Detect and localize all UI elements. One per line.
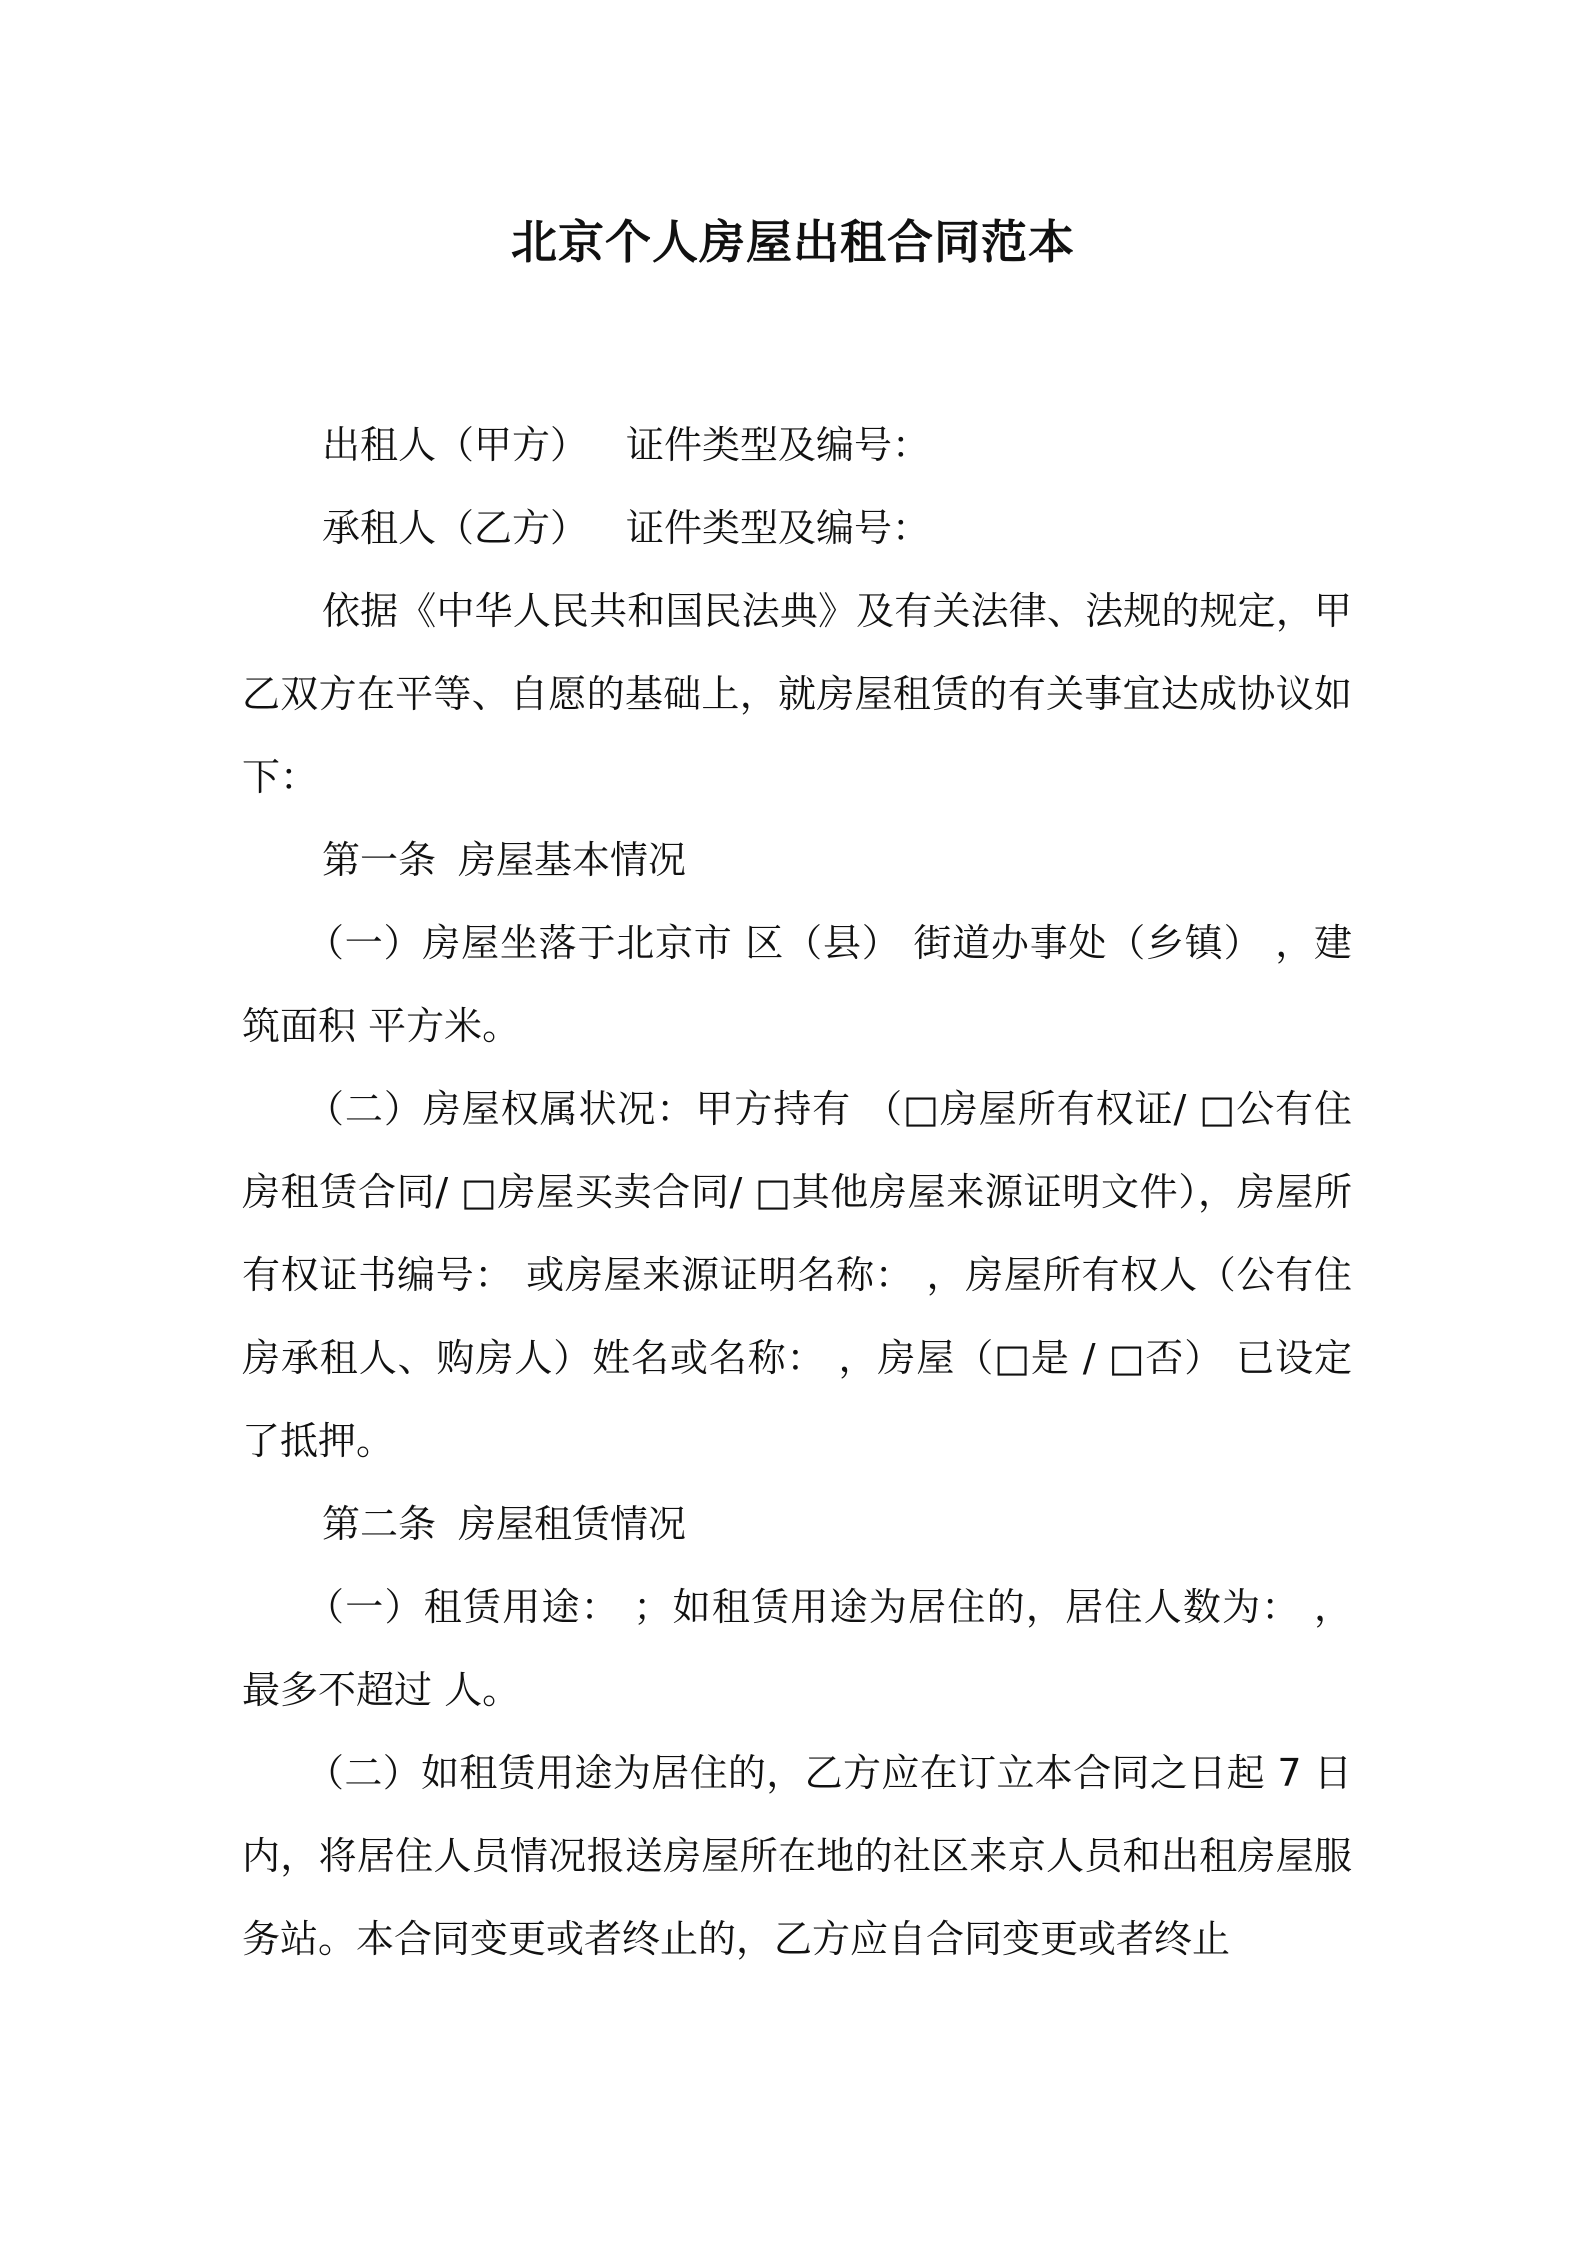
article-1-heading [242,819,1352,902]
article-1-title: 房屋基本情况 [458,838,687,882]
document-body [242,404,1352,1981]
article-2-item-2: （二）如租赁用途为居住的，乙方应在订立本合同之日起 7 日内，将居住人员情况报送房屋所在地的社区来京人员和出租房屋服务站。本合同变更或者终止的，乙方应自合同变更或者终止 [242,1751,1352,1961]
lessor-id-label: 证件类型及编号： [626,423,931,467]
lessor-role: 出租人（甲方） [322,423,589,467]
article-2-heading [242,1483,1352,1566]
article-2-title: 房屋租赁情况 [458,1502,687,1546]
article-1-item-2: （二）房屋权属状况：甲方持有 （□房屋所有权证/ □公有住房租赁合同/ □房屋买卖合同/ □其他房屋来源证明文件），房屋所有权证书编号： 或房屋来源证明名称： ，房屋所有权人（公有住房承租人、购房人）姓名或名称： ，房屋（□是 / □否） 已设定了抵押。 [242,1087,1352,1463]
article-1-item-1: （一）房屋坐落于北京市 区（县） 街道办事处（乡镇） ，建筑面积 平方米。 [242,921,1352,1048]
article-2-item-1: （一）租赁用途： ；如租赁用途为居住的，居住人数为： ，最多不超过 人。 [242,1585,1352,1712]
lessee-role: 承租人（乙方） [322,506,589,550]
article-2-number: 第二条 [322,1502,437,1546]
lessee-line [242,487,1352,570]
lessor-line [242,404,1352,487]
lessee-id-label: 证件类型及编号： [626,506,931,550]
article-1-number: 第一条 [322,838,437,882]
document-title: 北京个人房屋出租合同范本 [511,215,1075,269]
preamble-paragraph: 依据《中华人民共和国民法典》及有关法律、法规的规定，甲乙双方在平等、自愿的基础上，就房屋租赁的有关事宜达成协议如下： [242,589,1352,799]
